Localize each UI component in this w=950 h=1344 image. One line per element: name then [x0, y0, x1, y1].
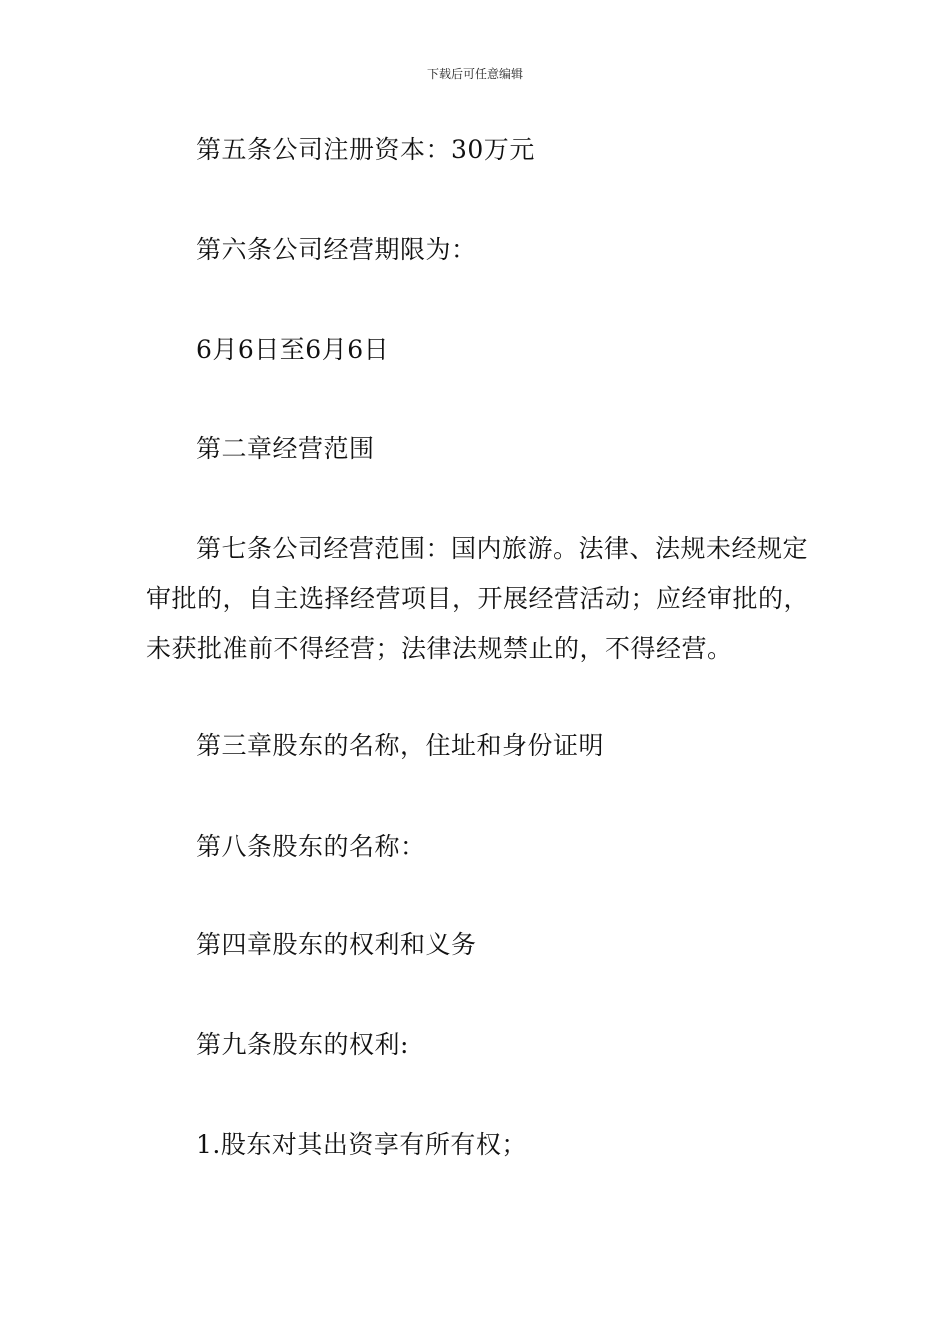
- rights-item-1: 1.股东对其出资享有所有权；: [196, 1130, 527, 1159]
- operating-term-dates: 6月6日至6月6日: [196, 335, 390, 364]
- article-6-operating-term: 第六条公司经营期限为：: [196, 235, 477, 264]
- chapter-2-heading: 第二章经营范围: [196, 434, 375, 463]
- chapter-4-heading: 第四章股东的权利和义务: [196, 930, 477, 959]
- article-5-registered-capital: 第五条公司注册资本：30万元: [196, 135, 535, 164]
- chapter-3-heading: 第三章股东的名称，住址和身份证明: [196, 731, 605, 760]
- article-7-business-scope: 第七条公司经营范围：国内旅游。法律、法规未经规定审批的，自主选择经营项目，开展经营活动；应经审批的，未获批准前不得经营；法律法规禁止的，不得经营。: [146, 534, 810, 663]
- article-9-shareholder-rights: 第九条股东的权利:: [196, 1030, 409, 1059]
- article-8-shareholder-name: 第八条股东的名称：: [196, 832, 426, 861]
- page-header: 下载后可任意编辑: [426, 67, 523, 81]
